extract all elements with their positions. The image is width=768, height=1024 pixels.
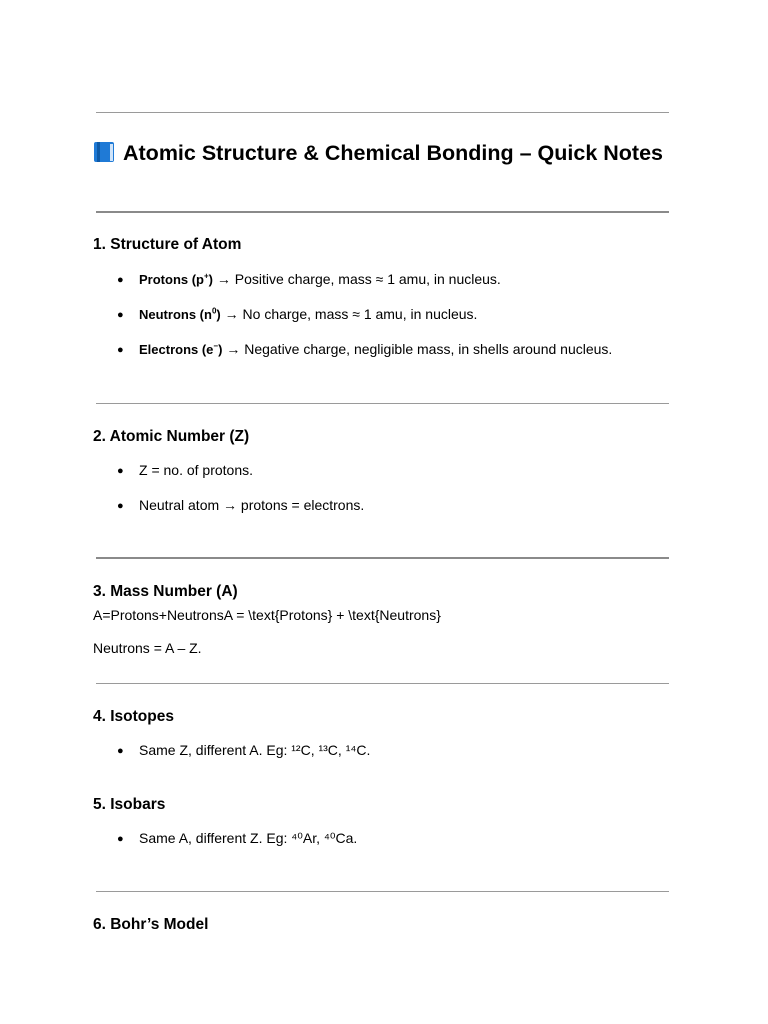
divider	[96, 211, 669, 213]
bullet: ●	[117, 309, 124, 321]
bullet: ●	[117, 274, 124, 286]
item-text: Same Z, different A. Eg: ¹²C, ¹³C, ¹⁴C.	[139, 742, 371, 758]
term: Neutrons $(n^0)$	[139, 306, 221, 322]
bullet: ●	[117, 745, 124, 757]
list-item	[117, 741, 370, 760]
item-text: Neutral atom → protons = electrons.	[139, 497, 365, 513]
bullet: ●	[117, 833, 124, 845]
section-heading: 1. Structure of Atom	[93, 236, 242, 253]
formula-text: A=Protons+NeutronsA = \text{Protons} + \text{Neutrons}	[93, 607, 441, 623]
section-heading: 4. Isotopes	[93, 708, 174, 725]
bullet: ●	[117, 500, 124, 512]
divider	[96, 403, 669, 404]
list-item	[117, 305, 477, 324]
section-heading: 2. Atomic Number (Z)	[93, 428, 250, 445]
item-text: → Negative charge, negligible mass, in shells around nucleus.	[222, 341, 613, 357]
item-text: Same A, different Z. Eg: ⁴⁰Ar, ⁴⁰Ca.	[139, 830, 358, 846]
term: Protons (p+)	[139, 271, 214, 287]
section-heading: 6. Bohr’s Model	[93, 916, 209, 933]
divider	[96, 891, 669, 892]
list-item	[117, 829, 357, 848]
bullet: ●	[117, 344, 124, 356]
item-text: Z = no. of protons.	[139, 462, 254, 478]
divider	[96, 112, 669, 113]
list-item	[117, 270, 501, 289]
list-item	[117, 340, 612, 359]
blue-book-icon	[93, 141, 115, 163]
item-text: → Positive charge, mass ≈ 1 amu, in nucleus.	[213, 271, 501, 287]
list-item	[117, 496, 364, 515]
page-title-text: Atomic Structure & Chemical Bonding – Quick Notes	[123, 141, 663, 165]
bullet: ●	[117, 465, 124, 477]
section-heading: 3. Mass Number (A)	[93, 583, 238, 600]
divider	[96, 683, 669, 684]
list-item	[117, 461, 253, 480]
section-heading: 5. Isobars	[93, 796, 166, 813]
item-text: → No charge, mass ≈ 1 amu, in nucleus.	[220, 306, 478, 322]
page-title	[93, 139, 673, 167]
term: Electrons (e−)	[139, 341, 223, 357]
divider	[96, 557, 669, 559]
body-text: Neutrons = A – Z.	[93, 640, 202, 656]
